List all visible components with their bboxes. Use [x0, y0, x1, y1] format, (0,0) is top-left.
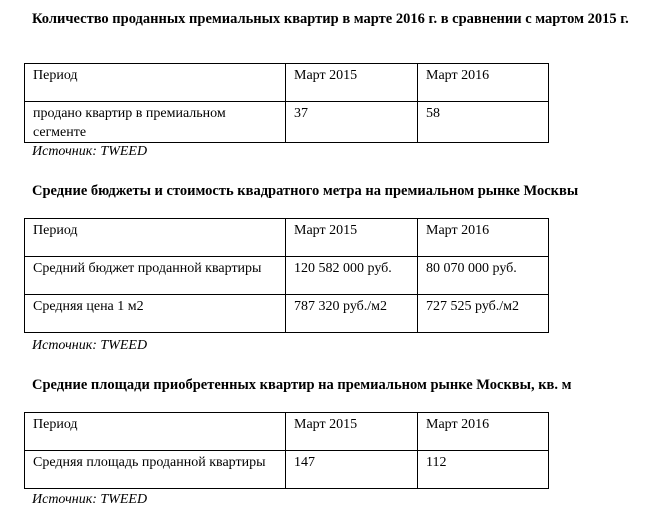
table-row: [25, 102, 549, 143]
section-title-budgets-and-price: Средние бюджеты и стоимость квадратного метра на премиальном рынке Москвы: [32, 183, 579, 199]
table-header-row: [25, 64, 549, 102]
source-note: Источник: TWEED: [32, 492, 148, 507]
header-cell-march-2015: Март 2015: [286, 219, 418, 257]
header-cell-period: Период: [25, 413, 286, 451]
average-area-table: [24, 412, 549, 489]
section-title-average-area: Средние площади приобретенных квартир на премиальном рынке Москвы, кв. м: [32, 377, 572, 393]
header-cell-march-2015: Март 2015: [286, 64, 418, 102]
value-cell-march-2016: 112: [418, 451, 549, 489]
value-cell-march-2016: 727 525 руб./м2: [418, 295, 549, 333]
apartments-sold-table: [24, 63, 549, 143]
header-cell-march-2016: Март 2016: [418, 413, 549, 451]
table-header-row: [25, 413, 549, 451]
table-row: [25, 451, 549, 489]
source-note: Источник: TWEED: [32, 338, 148, 353]
value-cell-march-2016: 58: [418, 102, 549, 143]
row-label-cell: Средняя площадь проданной квартиры: [25, 451, 286, 489]
header-cell-march-2016: Март 2016: [418, 64, 549, 102]
value-cell-march-2015: 147: [286, 451, 418, 489]
row-label-cell: продано квартир в премиальном сегменте: [25, 102, 286, 143]
table-row: [25, 295, 549, 333]
value-cell-march-2015: 37: [286, 102, 418, 143]
source-note: Источник: TWEED: [32, 144, 148, 159]
header-cell-period: Период: [25, 64, 286, 102]
value-cell-march-2016: 80 070 000 руб.: [418, 257, 549, 295]
section-title-apartments-sold: Количество проданных премиальных квартир в марте 2016 г. в сравнении с мартом 2015 г.: [32, 11, 629, 27]
value-cell-march-2015: 787 320 руб./м2: [286, 295, 418, 333]
header-cell-period: Период: [25, 219, 286, 257]
header-cell-march-2016: Март 2016: [418, 219, 549, 257]
budgets-and-price-table: [24, 218, 549, 333]
table-header-row: [25, 219, 549, 257]
table-row: [25, 257, 549, 295]
row-label-cell: Средний бюджет проданной квартиры: [25, 257, 286, 295]
value-cell-march-2015: 120 582 000 руб.: [286, 257, 418, 295]
row-label-cell: Средняя цена 1 м2: [25, 295, 286, 333]
header-cell-march-2015: Март 2015: [286, 413, 418, 451]
